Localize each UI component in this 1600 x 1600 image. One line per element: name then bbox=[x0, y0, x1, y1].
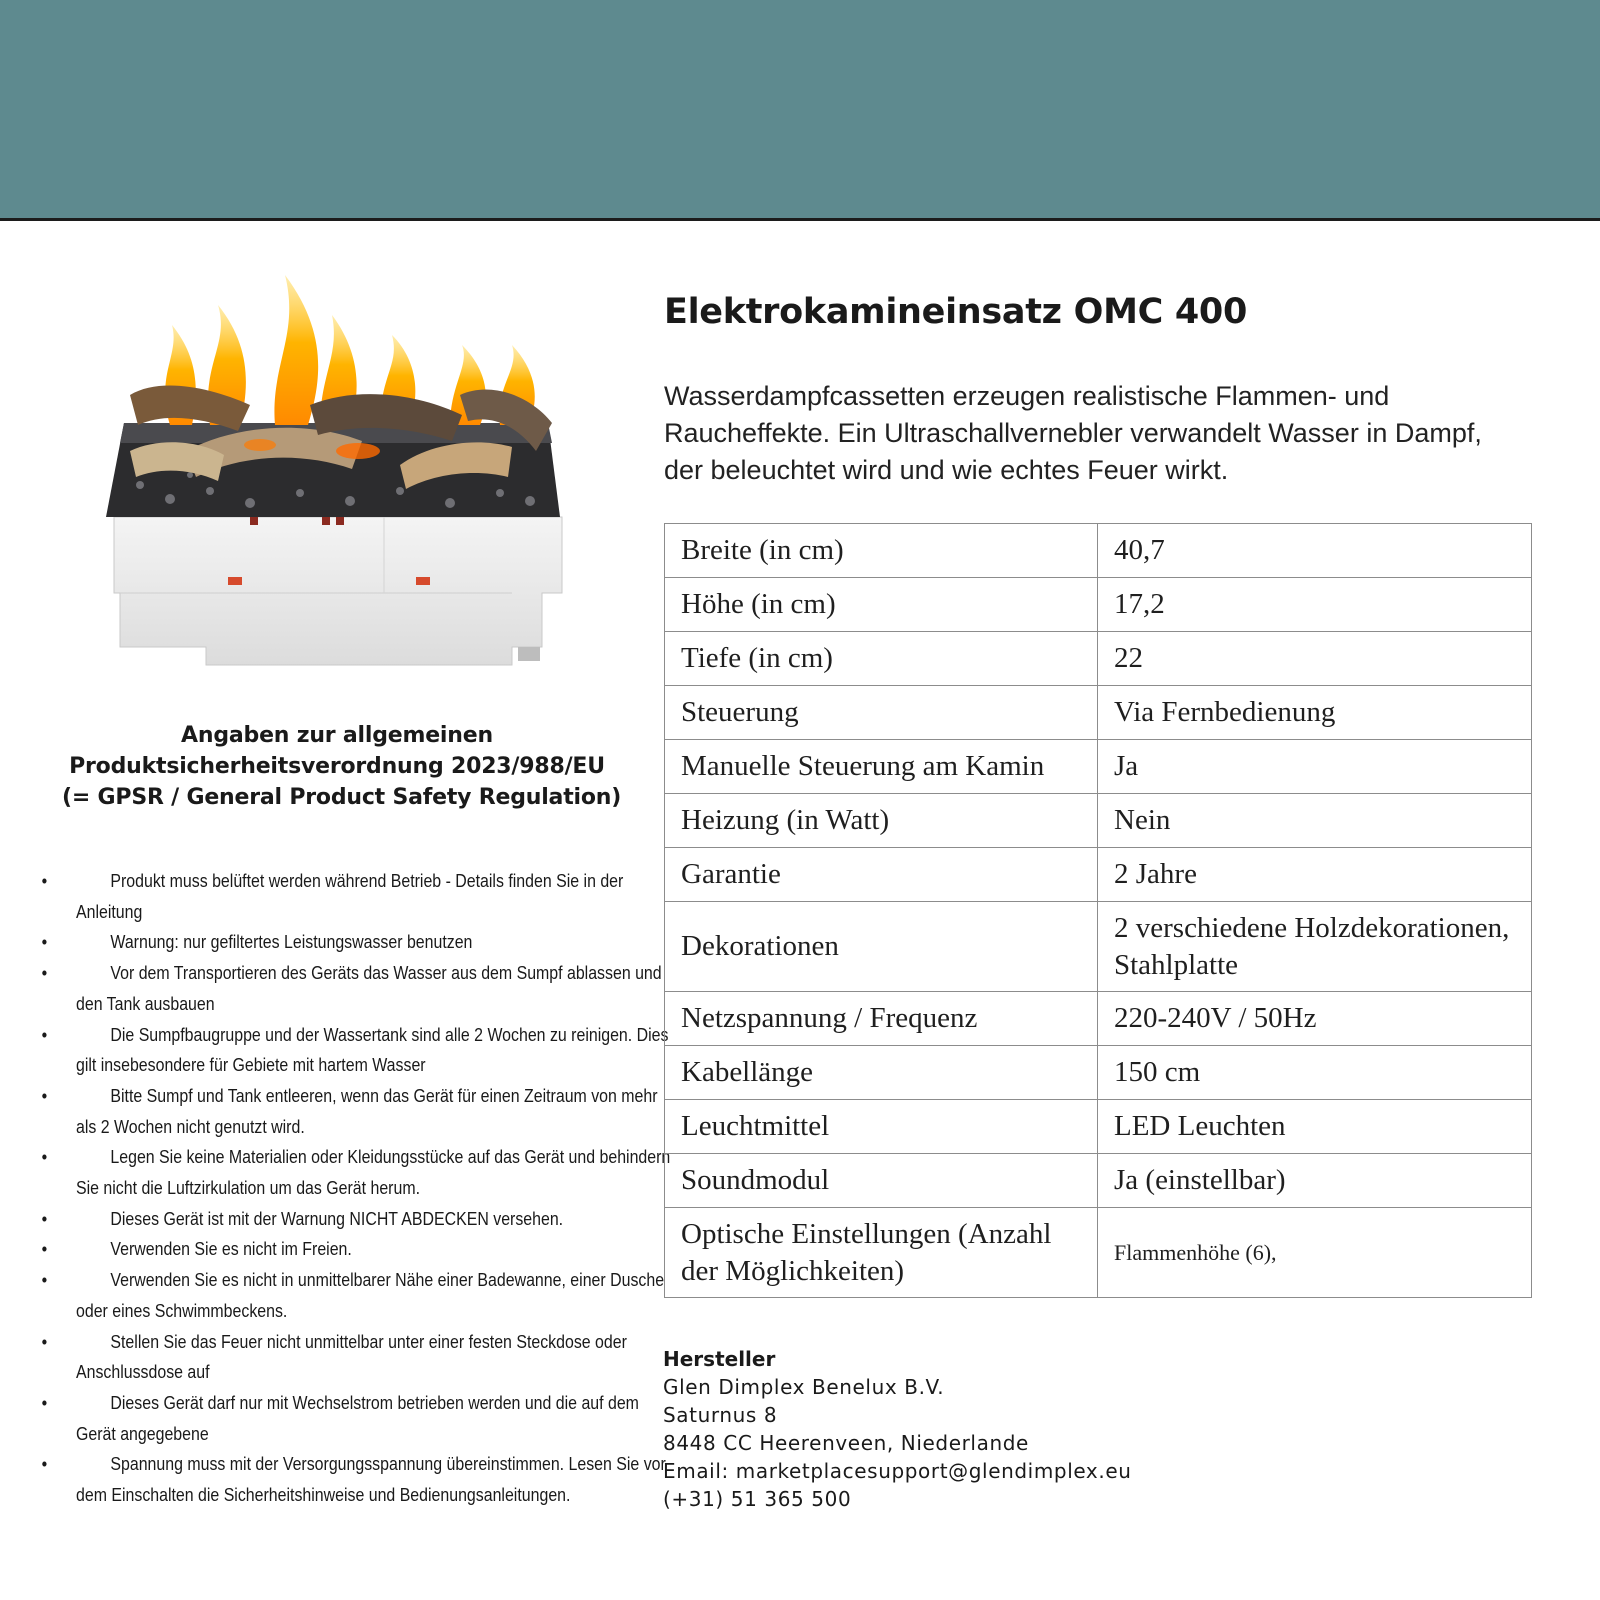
spec-value: 2 verschiedene Holzdekorationen, Stahlplatte bbox=[1098, 902, 1532, 992]
spec-row bbox=[665, 686, 1532, 740]
spec-value: Via Fernbedienung bbox=[1098, 686, 1532, 740]
spec-row bbox=[665, 578, 1532, 632]
gpsr-heading-line: Angaben zur allgemeinen bbox=[181, 723, 493, 748]
manufacturer-heading: Hersteller bbox=[663, 1347, 776, 1371]
spec-label: Optische Einstellungen (Anzahl der Möglichkeiten) bbox=[665, 1208, 1098, 1298]
spec-label: Netzspannung / Frequenz bbox=[665, 992, 1098, 1046]
safety-item: • Produkt muss belüftet werden während Betrieb - Details finden Sie in der Anleitung bbox=[76, 866, 678, 927]
spec-row bbox=[665, 1154, 1532, 1208]
spec-label: Höhe (in cm) bbox=[665, 578, 1098, 632]
spec-row bbox=[665, 902, 1532, 992]
spec-row bbox=[665, 740, 1532, 794]
safety-item: • Verwenden Sie es nicht in unmittelbarer Nähe einer Badewanne, einer Dusche oder eines Schwimmbeckens. bbox=[76, 1265, 678, 1326]
manufacturer-block bbox=[663, 1345, 1132, 1513]
gpsr-heading-line: Produktsicherheitsverordnung 2023/988/EU bbox=[69, 754, 605, 779]
product-image bbox=[100, 255, 580, 685]
spec-row bbox=[665, 1208, 1532, 1298]
spec-value: 2 Jahre bbox=[1098, 848, 1532, 902]
manufacturer-phone[interactable]: (+31) 51 365 500 bbox=[663, 1487, 852, 1511]
safety-item: • Legen Sie keine Materialien oder Kleidungsstücke auf das Gerät und behindern Sie nicht die Luftzirkulation um das Gerät herum. bbox=[76, 1142, 678, 1203]
safety-item: • Dieses Gerät darf nur mit Wechselstrom betrieben werden und die auf dem Gerät angegebene bbox=[76, 1388, 678, 1449]
spec-value: 22 bbox=[1098, 632, 1532, 686]
spec-label: Manuelle Steuerung am Kamin bbox=[665, 740, 1098, 794]
spec-label: Kabellänge bbox=[665, 1046, 1098, 1100]
product-title: Elektrokamineinsatz OMC 400 bbox=[664, 292, 1248, 332]
spec-row bbox=[665, 848, 1532, 902]
safety-item: • Warnung: nur gefiltertes Leistungswasser benutzen bbox=[76, 927, 678, 958]
spec-label: Soundmodul bbox=[665, 1154, 1098, 1208]
spec-value: 17,2 bbox=[1098, 578, 1532, 632]
spec-row bbox=[665, 632, 1532, 686]
spec-label: Dekorationen bbox=[665, 902, 1098, 992]
product-description: Wasserdampfcassetten erzeugen realistische Flammen- und Raucheffekte. Ein Ultraschallvernebler verwandelt Wasser in Dampf, der beleuchtet wird und wie echtes Feuer wirkt. bbox=[664, 381, 1482, 485]
safety-item: • Die Sumpfbaugruppe und der Wassertank sind alle 2 Wochen zu reinigen. Dies gilt insebesondere für Gebiete mit hartem Wasser bbox=[76, 1020, 678, 1081]
spec-value: Ja bbox=[1098, 740, 1532, 794]
safety-item: • Dieses Gerät ist mit der Warnung NICHT ABDECKEN versehen. bbox=[76, 1204, 678, 1235]
spec-label: Heizung (in Watt) bbox=[665, 794, 1098, 848]
spec-value: 150 cm bbox=[1098, 1046, 1532, 1100]
spec-row bbox=[665, 1046, 1532, 1100]
gpsr-heading-line: (= GPSR / General Product Safety Regulation) bbox=[62, 785, 622, 810]
manufacturer-street: Saturnus 8 bbox=[663, 1403, 778, 1427]
safety-item: • Vor dem Transportieren des Geräts das Wasser aus dem Sumpf ablassen und den Tank ausbauen bbox=[76, 958, 678, 1019]
spec-value: Nein bbox=[1098, 794, 1532, 848]
spec-value: 40,7 bbox=[1098, 524, 1532, 578]
manufacturer-email[interactable]: Email: marketplacesupport@glendimplex.eu bbox=[663, 1459, 1132, 1483]
spec-row bbox=[665, 992, 1532, 1046]
gpsr-heading bbox=[62, 720, 622, 813]
top-banner bbox=[0, 0, 1600, 221]
spec-value: LED Leuchten bbox=[1098, 1100, 1532, 1154]
spec-table bbox=[664, 523, 1532, 1298]
spec-label: Steuerung bbox=[665, 686, 1098, 740]
safety-item: • Stellen Sie das Feuer nicht unmittelbar unter einer festen Steckdose oder Anschlussdose auf bbox=[76, 1327, 678, 1388]
spec-value: 220-240V / 50Hz bbox=[1098, 992, 1532, 1046]
spec-value: Ja (einstellbar) bbox=[1098, 1154, 1532, 1208]
spec-value: Flammenhöhe (6), bbox=[1098, 1208, 1532, 1298]
spec-label: Garantie bbox=[665, 848, 1098, 902]
spec-row bbox=[665, 794, 1532, 848]
spec-row bbox=[665, 1100, 1532, 1154]
spec-label: Leuchtmittel bbox=[665, 1100, 1098, 1154]
spec-label: Tiefe (in cm) bbox=[665, 632, 1098, 686]
manufacturer-city: 8448 CC Heerenveen, Niederlande bbox=[663, 1431, 1029, 1455]
manufacturer-name: Glen Dimplex Benelux B.V. bbox=[663, 1375, 945, 1399]
safety-list bbox=[76, 866, 671, 1511]
spec-row bbox=[665, 524, 1532, 578]
safety-item: • Bitte Sumpf und Tank entleeren, wenn das Gerät für einen Zeitraum von mehr als 2 Wochen nicht genutzt wird. bbox=[76, 1081, 678, 1142]
safety-item: • Spannung muss mit der Versorgungsspannung übereinstimmen. Lesen Sie vor dem Einschalten die Sicherheitshinweise und Bedienungsanleitungen. bbox=[76, 1449, 678, 1510]
spec-label: Breite (in cm) bbox=[665, 524, 1098, 578]
safety-item: • Verwenden Sie es nicht im Freien. bbox=[76, 1234, 678, 1265]
